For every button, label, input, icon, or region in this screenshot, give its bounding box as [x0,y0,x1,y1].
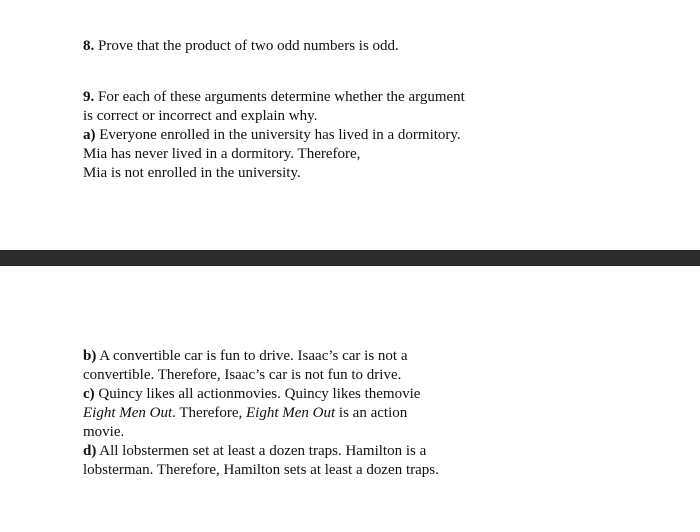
movie-title-2: Eight Men Out [246,405,336,421]
part-b-label: b) [83,348,97,364]
part-d-line-1 [83,442,523,461]
question-9-number: 9. [83,89,95,105]
question-9 [83,88,523,183]
parts-b-to-d [83,347,523,480]
part-b-text-1: A convertible car is fun to drive. Isaac’s car is not a [96,348,408,364]
document-page-bottom [0,266,700,532]
part-a-text-2: Mia has never lived in a dormitory. Therefore, [83,146,361,162]
part-b-line-1 [83,347,523,366]
question-8-number: 8. [83,38,95,54]
part-c-label: c) [83,386,95,402]
part-d-text-1: All lobstermen set at least a dozen traps. Hamilton is a [96,443,427,459]
part-a-label: a) [83,127,96,143]
part-d-text-2: lobsterman. Therefore, Hamilton sets at least a dozen traps. [83,462,439,478]
part-a-line-1 [83,126,523,145]
part-a-text-1: Everyone enrolled in the university has lived in a dormitory. [95,127,461,143]
part-c-end: is an action [335,405,408,421]
question-9-intro-2: is correct or incorrect and explain why. [83,108,318,124]
part-b-text-2: convertible. Therefore, Isaac’s car is not fun to drive. [83,367,402,383]
part-c-line-2 [83,404,523,423]
question-9-line-1 [83,88,523,107]
part-c-text-3: movie. [83,424,125,440]
question-8 [83,37,523,56]
part-a-text-3: Mia is not enrolled in the university. [83,165,301,181]
part-c-line-1 [83,385,523,404]
question-8-text: Prove that the product of two odd numbers is odd. [94,38,399,54]
question-8-line [83,37,523,56]
part-d-label: d) [83,443,97,459]
page-divider-bar [0,250,700,266]
part-c-mid: . Therefore, [172,405,247,421]
document-page-top [0,0,700,250]
movie-title-1: Eight Men Out [83,405,173,421]
part-c-text-1: Quincy likes all actionmovies. Quincy likes themovie [94,386,421,402]
question-9-intro-1: For each of these arguments determine whether the argument [94,89,465,105]
